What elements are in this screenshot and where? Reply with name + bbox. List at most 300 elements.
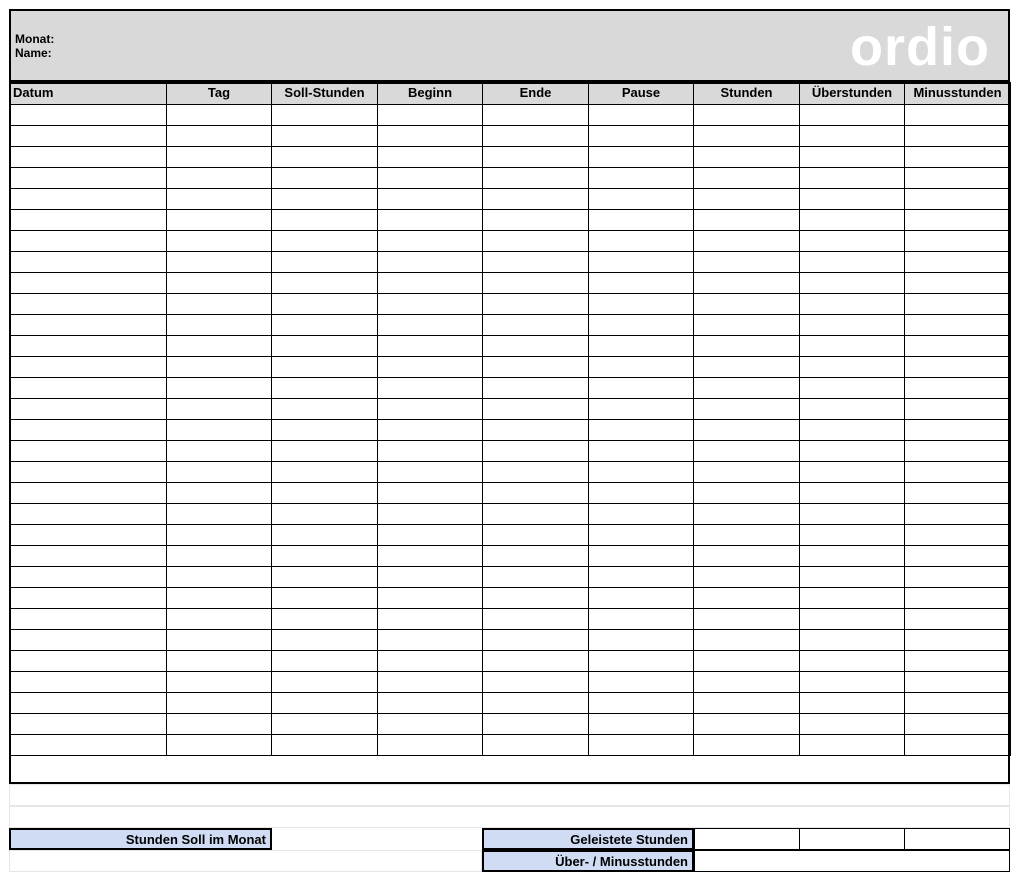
table-cell[interactable] (800, 188, 905, 209)
table-cell[interactable] (272, 230, 378, 251)
table-cell[interactable] (694, 734, 800, 755)
table-cell[interactable] (167, 104, 272, 125)
table-cell[interactable] (905, 356, 1011, 377)
table-cell[interactable] (589, 125, 694, 146)
table-cell[interactable] (589, 503, 694, 524)
table-cell[interactable] (800, 251, 905, 272)
table-cell[interactable] (167, 608, 272, 629)
table-cell[interactable] (483, 398, 589, 419)
table-cell[interactable] (378, 398, 483, 419)
table-cell[interactable] (272, 629, 378, 650)
table-cell[interactable] (800, 461, 905, 482)
table-cell[interactable] (905, 272, 1011, 293)
table-cell[interactable] (272, 293, 378, 314)
table-cell[interactable] (167, 356, 272, 377)
table-cell[interactable] (694, 650, 800, 671)
table-cell[interactable] (589, 524, 694, 545)
table-cell[interactable] (694, 272, 800, 293)
table-cell[interactable] (800, 314, 905, 335)
col-header-beginn: Beginn (378, 82, 483, 104)
table-row (10, 629, 1011, 650)
table-cell[interactable] (10, 440, 167, 461)
table-cell[interactable] (10, 461, 167, 482)
table-cell[interactable] (483, 377, 589, 398)
table-cell[interactable] (483, 293, 589, 314)
table-cell[interactable] (800, 377, 905, 398)
table-cell[interactable] (800, 230, 905, 251)
table-cell[interactable] (694, 503, 800, 524)
table-cell[interactable] (905, 167, 1011, 188)
table-cell[interactable] (905, 503, 1011, 524)
table-cell[interactable] (694, 209, 800, 230)
table-cell[interactable] (694, 440, 800, 461)
table-cell[interactable] (905, 461, 1011, 482)
stunden-soll-value[interactable] (272, 828, 378, 850)
table-cell[interactable] (483, 209, 589, 230)
table-cell[interactable] (272, 377, 378, 398)
table-cell[interactable] (905, 251, 1011, 272)
table-cell[interactable] (800, 650, 905, 671)
table-cell[interactable] (905, 335, 1011, 356)
table-cell[interactable] (589, 209, 694, 230)
table-cell[interactable] (167, 692, 272, 713)
table-cell[interactable] (905, 125, 1011, 146)
table-cell[interactable] (378, 692, 483, 713)
table-cell[interactable] (167, 398, 272, 419)
table-cell[interactable] (905, 104, 1011, 125)
monat-label: Monat: (15, 32, 55, 46)
table-cell[interactable] (167, 167, 272, 188)
table-cell[interactable] (483, 440, 589, 461)
table-cell[interactable] (589, 398, 694, 419)
table-cell[interactable] (694, 104, 800, 125)
table-cell[interactable] (483, 482, 589, 503)
table-cell[interactable] (800, 440, 905, 461)
table-cell[interactable] (483, 314, 589, 335)
table-cell[interactable] (272, 650, 378, 671)
table-cell[interactable] (167, 377, 272, 398)
table-cell[interactable] (378, 293, 483, 314)
table-cell[interactable] (378, 419, 483, 440)
table-cell[interactable] (167, 587, 272, 608)
table-cell[interactable] (694, 146, 800, 167)
table-cell[interactable] (10, 335, 167, 356)
table-cell[interactable] (272, 671, 378, 692)
table-cell[interactable] (905, 545, 1011, 566)
table-cell[interactable] (483, 125, 589, 146)
table-cell[interactable] (378, 734, 483, 755)
table-cell[interactable] (167, 440, 272, 461)
table-cell[interactable] (589, 461, 694, 482)
table-cell[interactable] (272, 566, 378, 587)
table-cell[interactable] (694, 314, 800, 335)
table-cell[interactable] (905, 419, 1011, 440)
table-cell[interactable] (589, 377, 694, 398)
table-cell[interactable] (800, 272, 905, 293)
table-cell[interactable] (483, 419, 589, 440)
table-cell[interactable] (10, 314, 167, 335)
ueber-minusstunden-value[interactable] (694, 850, 1010, 872)
table-cell[interactable] (272, 251, 378, 272)
table-cell[interactable] (10, 734, 167, 755)
table-cell[interactable] (10, 650, 167, 671)
table-cell[interactable] (378, 230, 483, 251)
table-cell[interactable] (694, 125, 800, 146)
ueber-minusstunden-label: Über- / Minusstunden (482, 850, 694, 872)
table-cell[interactable] (589, 671, 694, 692)
table-cell[interactable] (800, 671, 905, 692)
table-cell[interactable] (378, 356, 483, 377)
table-cell[interactable] (589, 293, 694, 314)
table-cell[interactable] (905, 629, 1011, 650)
table-cell[interactable] (167, 629, 272, 650)
table-cell[interactable] (10, 692, 167, 713)
table-cell[interactable] (167, 125, 272, 146)
table-cell[interactable] (483, 104, 589, 125)
table-cell[interactable] (10, 713, 167, 734)
table-cell[interactable] (272, 125, 378, 146)
table-cell[interactable] (800, 503, 905, 524)
table-cell[interactable] (378, 167, 483, 188)
table-cell[interactable] (800, 587, 905, 608)
table-cell[interactable] (589, 692, 694, 713)
table-cell[interactable] (378, 629, 483, 650)
table-cell[interactable] (378, 713, 483, 734)
table-cell[interactable] (694, 608, 800, 629)
table-cell[interactable] (272, 482, 378, 503)
table-cell[interactable] (800, 146, 905, 167)
table-cell[interactable] (10, 524, 167, 545)
table-cell[interactable] (378, 524, 483, 545)
table-cell[interactable] (272, 167, 378, 188)
table-cell[interactable] (272, 188, 378, 209)
table-cell[interactable] (905, 314, 1011, 335)
table-cell[interactable] (589, 104, 694, 125)
table-cell[interactable] (694, 482, 800, 503)
table-cell[interactable] (800, 125, 905, 146)
table-cell[interactable] (167, 230, 272, 251)
table-cell[interactable] (10, 209, 167, 230)
table-cell[interactable] (589, 440, 694, 461)
table-cell[interactable] (694, 419, 800, 440)
table-cell[interactable] (272, 335, 378, 356)
table-cell[interactable] (905, 524, 1011, 545)
table-cell[interactable] (694, 566, 800, 587)
table-cell[interactable] (905, 377, 1011, 398)
table-cell[interactable] (589, 713, 694, 734)
table-cell[interactable] (167, 314, 272, 335)
table-cell[interactable] (694, 545, 800, 566)
table-cell[interactable] (589, 734, 694, 755)
table-cell[interactable] (589, 146, 694, 167)
table-cell[interactable] (694, 461, 800, 482)
table-cell[interactable] (589, 545, 694, 566)
table-cell[interactable] (167, 146, 272, 167)
table-cell[interactable] (800, 209, 905, 230)
table-cell[interactable] (905, 650, 1011, 671)
table-cell[interactable] (694, 524, 800, 545)
table-cell[interactable] (10, 356, 167, 377)
table-cell[interactable] (589, 188, 694, 209)
table-cell[interactable] (10, 125, 167, 146)
table-cell[interactable] (10, 482, 167, 503)
table-cell[interactable] (167, 545, 272, 566)
table-cell[interactable] (167, 293, 272, 314)
table-cell[interactable] (378, 125, 483, 146)
table-cell[interactable] (378, 503, 483, 524)
geleistete-ueberstunden-value[interactable] (799, 828, 905, 850)
table-cell[interactable] (483, 524, 589, 545)
table-cell[interactable] (483, 671, 589, 692)
table-cell[interactable] (694, 356, 800, 377)
col-header-soll-stunden: Soll-Stunden (272, 82, 378, 104)
table-cell[interactable] (167, 482, 272, 503)
table-cell[interactable] (905, 230, 1011, 251)
table-cell[interactable] (10, 608, 167, 629)
geleistete-stunden-value[interactable] (694, 828, 800, 850)
table-cell[interactable] (905, 587, 1011, 608)
table-cell[interactable] (378, 440, 483, 461)
table-cell[interactable] (800, 524, 905, 545)
table-cell[interactable] (378, 272, 483, 293)
table-cell[interactable] (483, 629, 589, 650)
table-cell[interactable] (378, 209, 483, 230)
table-cell[interactable] (483, 188, 589, 209)
table-cell[interactable] (167, 188, 272, 209)
table-cell[interactable] (800, 713, 905, 734)
table-cell[interactable] (483, 734, 589, 755)
table-cell[interactable] (378, 146, 483, 167)
table-cell[interactable] (272, 692, 378, 713)
table-cell[interactable] (10, 398, 167, 419)
table-cell[interactable] (589, 482, 694, 503)
table-cell[interactable] (483, 713, 589, 734)
table-cell[interactable] (272, 587, 378, 608)
table-cell[interactable] (272, 314, 378, 335)
table-cell[interactable] (167, 524, 272, 545)
table-cell[interactable] (378, 188, 483, 209)
table-cell[interactable] (10, 629, 167, 650)
table-cell[interactable] (167, 335, 272, 356)
table-cell[interactable] (167, 209, 272, 230)
table-cell[interactable] (694, 587, 800, 608)
table-cell[interactable] (589, 167, 694, 188)
table-cell[interactable] (167, 251, 272, 272)
table-cell[interactable] (800, 293, 905, 314)
table-cell[interactable] (272, 419, 378, 440)
table-cell[interactable] (272, 209, 378, 230)
table-cell[interactable] (589, 335, 694, 356)
table-cell[interactable] (10, 251, 167, 272)
table-cell[interactable] (589, 629, 694, 650)
table-cell[interactable] (167, 566, 272, 587)
table-cell[interactable] (694, 692, 800, 713)
table-cell[interactable] (378, 608, 483, 629)
table-cell[interactable] (800, 545, 905, 566)
table-row (10, 440, 1011, 461)
table-cell[interactable] (800, 104, 905, 125)
table-cell[interactable] (589, 650, 694, 671)
table-cell[interactable] (483, 251, 589, 272)
geleistete-stunden-label: Geleistete Stunden (482, 828, 694, 850)
col-header-tag: Tag (167, 82, 272, 104)
table-cell[interactable] (589, 566, 694, 587)
table-cell[interactable] (905, 146, 1011, 167)
table-cell[interactable] (10, 272, 167, 293)
table-row (10, 419, 1011, 440)
table-cell[interactable] (800, 608, 905, 629)
table-cell[interactable] (589, 314, 694, 335)
table-cell[interactable] (10, 545, 167, 566)
table-cell[interactable] (905, 608, 1011, 629)
table-row (10, 524, 1011, 545)
table-cell[interactable] (800, 482, 905, 503)
table-cell[interactable] (483, 503, 589, 524)
table-cell[interactable] (378, 314, 483, 335)
table-cell[interactable] (905, 209, 1011, 230)
ordio-logo: ordio (850, 17, 990, 77)
table-cell[interactable] (378, 335, 483, 356)
table-cell[interactable] (589, 587, 694, 608)
table-cell[interactable] (272, 608, 378, 629)
table-cell[interactable] (694, 251, 800, 272)
table-cell[interactable] (167, 272, 272, 293)
table-cell[interactable] (694, 335, 800, 356)
table-cell[interactable] (483, 461, 589, 482)
table-cell[interactable] (483, 230, 589, 251)
table-cell[interactable] (694, 293, 800, 314)
table-cell[interactable] (694, 377, 800, 398)
table-cell[interactable] (272, 545, 378, 566)
table-cell[interactable] (483, 608, 589, 629)
table-cell[interactable] (167, 419, 272, 440)
table-cell[interactable] (694, 398, 800, 419)
table-cell[interactable] (272, 503, 378, 524)
table-row (10, 272, 1011, 293)
table-cell[interactable] (905, 398, 1011, 419)
table-cell[interactable] (378, 545, 483, 566)
table-cell[interactable] (378, 587, 483, 608)
table-cell[interactable] (378, 104, 483, 125)
table-cell[interactable] (10, 419, 167, 440)
table-cell[interactable] (167, 503, 272, 524)
table-cell[interactable] (800, 398, 905, 419)
table-cell[interactable] (483, 545, 589, 566)
table-row (10, 125, 1011, 146)
table-cell[interactable] (905, 734, 1011, 755)
table-cell[interactable] (800, 629, 905, 650)
table-row (10, 482, 1011, 503)
table-cell[interactable] (10, 377, 167, 398)
table-cell[interactable] (272, 398, 378, 419)
table-cell[interactable] (800, 419, 905, 440)
table-cell[interactable] (272, 734, 378, 755)
table-cell[interactable] (10, 146, 167, 167)
table-cell[interactable] (483, 587, 589, 608)
geleistete-minusstunden-value[interactable] (904, 828, 1010, 850)
table-cell[interactable] (378, 566, 483, 587)
table-cell[interactable] (272, 272, 378, 293)
table-cell[interactable] (483, 272, 589, 293)
table-cell[interactable] (694, 188, 800, 209)
table-cell[interactable] (10, 230, 167, 251)
table-cell[interactable] (589, 230, 694, 251)
table-cell[interactable] (10, 566, 167, 587)
table-cell[interactable] (589, 419, 694, 440)
table-cell[interactable] (905, 692, 1011, 713)
table-cell[interactable] (589, 272, 694, 293)
table-cell[interactable] (800, 566, 905, 587)
table-cell[interactable] (589, 251, 694, 272)
table-cell[interactable] (905, 188, 1011, 209)
table-cell[interactable] (483, 650, 589, 671)
table-cell[interactable] (10, 104, 167, 125)
table-cell[interactable] (10, 503, 167, 524)
table-cell[interactable] (167, 650, 272, 671)
table-cell[interactable] (800, 692, 905, 713)
table-cell[interactable] (800, 167, 905, 188)
table-cell[interactable] (905, 440, 1011, 461)
table-cell[interactable] (694, 230, 800, 251)
table-cell[interactable] (378, 461, 483, 482)
table-cell[interactable] (905, 713, 1011, 734)
table-cell[interactable] (905, 482, 1011, 503)
table-cell[interactable] (10, 293, 167, 314)
table-cell[interactable] (483, 566, 589, 587)
col-header-minusstunden: Minusstunden (905, 82, 1011, 104)
table-cell[interactable] (694, 713, 800, 734)
table-cell[interactable] (483, 167, 589, 188)
table-cell[interactable] (272, 440, 378, 461)
table-cell[interactable] (378, 671, 483, 692)
table-cell[interactable] (272, 461, 378, 482)
table-row (10, 398, 1011, 419)
table-cell[interactable] (694, 167, 800, 188)
table-cell[interactable] (272, 713, 378, 734)
table-cell[interactable] (272, 146, 378, 167)
table-cell[interactable] (800, 734, 905, 755)
table-cell[interactable] (167, 713, 272, 734)
table-cell[interactable] (272, 524, 378, 545)
table-cell[interactable] (800, 356, 905, 377)
table-cell[interactable] (167, 734, 272, 755)
table-cell[interactable] (905, 293, 1011, 314)
table-cell[interactable] (694, 629, 800, 650)
table-cell[interactable] (483, 335, 589, 356)
table-cell[interactable] (272, 356, 378, 377)
table-cell[interactable] (589, 608, 694, 629)
table-cell[interactable] (10, 671, 167, 692)
table-cell[interactable] (378, 251, 483, 272)
table-cell[interactable] (167, 461, 272, 482)
table-cell[interactable] (378, 377, 483, 398)
table-cell[interactable] (10, 167, 167, 188)
table-cell[interactable] (272, 104, 378, 125)
table-cell[interactable] (378, 482, 483, 503)
table-cell[interactable] (905, 566, 1011, 587)
table-cell[interactable] (10, 587, 167, 608)
table-cell[interactable] (10, 188, 167, 209)
table-cell[interactable] (483, 356, 589, 377)
table-cell[interactable] (694, 671, 800, 692)
table-cell[interactable] (589, 356, 694, 377)
table-cell[interactable] (800, 335, 905, 356)
table-cell[interactable] (483, 146, 589, 167)
table-cell[interactable] (167, 671, 272, 692)
table-cell[interactable] (483, 692, 589, 713)
table-cell[interactable] (378, 650, 483, 671)
table-cell[interactable] (905, 671, 1011, 692)
